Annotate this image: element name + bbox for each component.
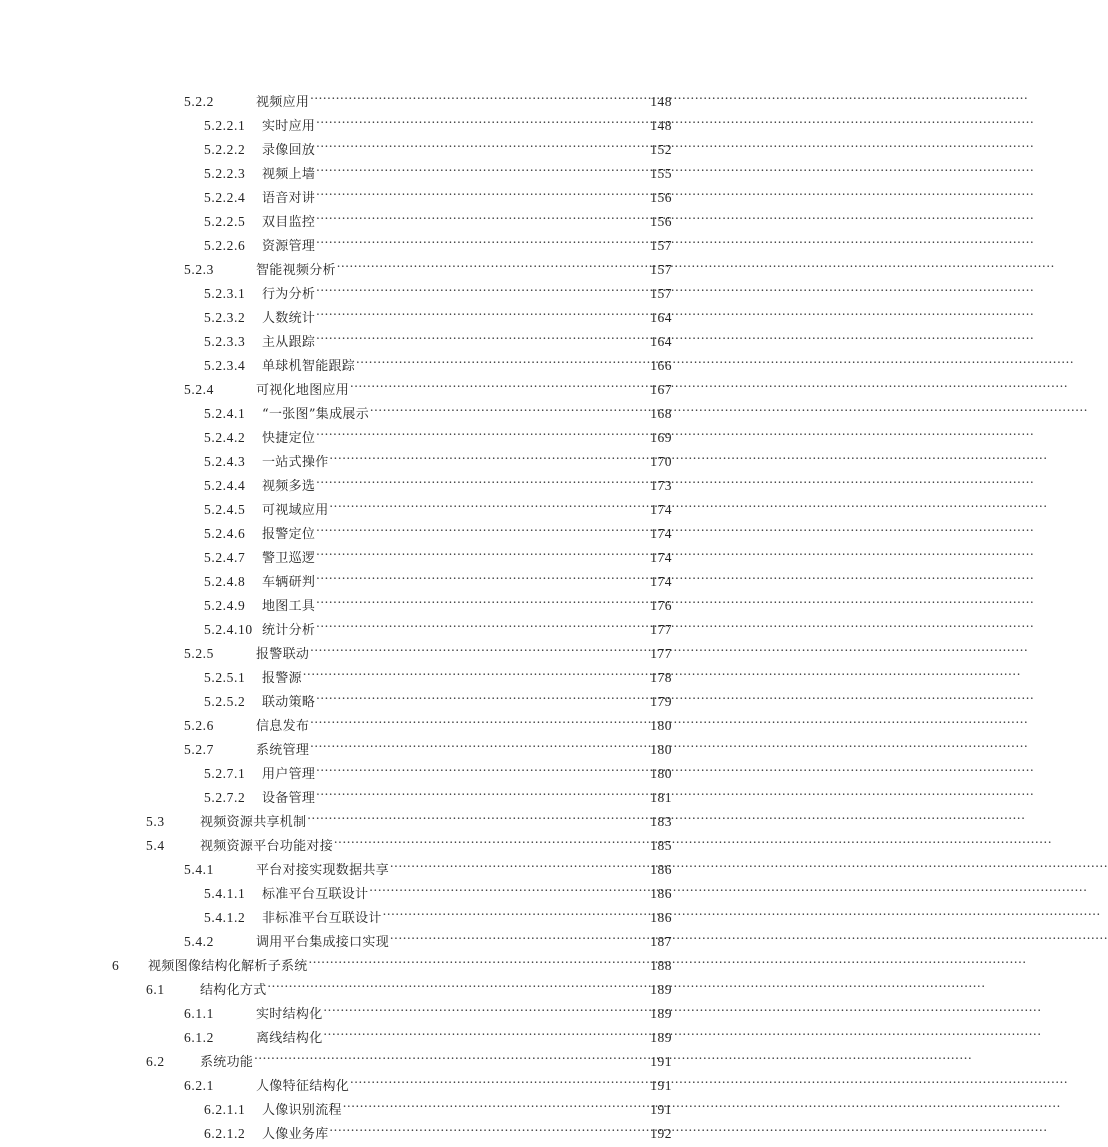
toc-entry-number: 5.2.4.8 (204, 574, 246, 589)
toc-entry-page-number: 174 (650, 550, 672, 565)
toc-entry-title: 可视域应用 (262, 503, 329, 518)
toc-entry-number: 5.2.2.4 (204, 190, 246, 205)
toc-leader-dots (316, 210, 641, 226)
toc-leader-dots (316, 762, 641, 778)
toc-entry-title: 信息发布 (256, 719, 310, 734)
toc-entry-page-number: 156 (650, 214, 672, 229)
toc-leader-dots (307, 810, 641, 826)
toc-entry-number: 5.2.3.2 (204, 310, 246, 325)
toc-entry-title: 报警源 (262, 671, 302, 686)
toc-leader-dots (316, 186, 641, 202)
table-of-contents (0, 90, 793, 1146)
toc-entry-page-number: 170 (650, 454, 672, 469)
toc-entry-title: 视频资源共享机制 (200, 815, 307, 830)
toc-entry-title: “一张图”集成展示 (262, 407, 369, 422)
toc-entry-number: 5.2.7 (184, 742, 214, 757)
toc-entry-number: 5.2.3.1 (204, 286, 246, 301)
toc-entry-number: 6.1.1 (184, 1006, 214, 1021)
toc-entry-page-number: 186 (650, 862, 672, 877)
toc-entry-title: 人像业务库 (262, 1127, 329, 1142)
toc-entry-page-number: 188 (650, 958, 672, 973)
toc-entry-number: 5.2.4.1 (204, 406, 246, 421)
toc-entry-title: 地图工具 (262, 599, 316, 614)
toc-entry-page-number: 183 (650, 814, 672, 829)
toc-entry-page-number: 148 (650, 118, 672, 133)
toc-entry-title: 人像特征结构化 (256, 1079, 350, 1094)
toc-entry-number: 5.2.5.1 (204, 670, 246, 685)
toc-entry-number: 5.2.3.4 (204, 358, 246, 373)
toc-entry-number: 6 (112, 958, 120, 973)
toc-entry-page-number: 186 (650, 910, 672, 925)
toc-entry-title: 智能视频分析 (256, 263, 336, 278)
toc-entry-title: 统计分析 (262, 623, 316, 638)
toc-entry-page-number: 189 (650, 1030, 672, 1045)
toc-entry-title: 一站式操作 (262, 455, 329, 470)
toc-entry-page-number: 156 (650, 190, 672, 205)
toc-entry-title: 人像识别流程 (262, 1103, 342, 1118)
toc-entry-number: 6.2 (146, 1054, 165, 1069)
toc-entry-title: 实时应用 (262, 119, 316, 134)
toc-leader-dots (316, 162, 641, 178)
toc-entry-page-number: 180 (650, 742, 672, 757)
toc-entry-title: 视频图像结构化解析子系统 (148, 959, 308, 974)
toc-leader-dots (316, 474, 641, 490)
toc-leader-dots (316, 522, 641, 538)
toc-entry-page-number: 178 (650, 670, 672, 685)
toc-entry-title: 实时结构化 (256, 1007, 323, 1022)
toc-leader-dots (350, 378, 641, 394)
toc-entry-number: 5.2.2.3 (204, 166, 246, 181)
toc-entry-number: 5.2.4.4 (204, 478, 246, 493)
toc-entry-number: 5.4.2 (184, 934, 214, 949)
toc-leader-dots (316, 234, 641, 250)
toc-leader-dots (316, 306, 641, 322)
toc-leader-dots (309, 954, 641, 970)
toc-entry-title: 视频应用 (256, 95, 310, 110)
toc-entry-title: 双目监控 (262, 215, 316, 230)
toc-leader-dots (324, 1002, 641, 1018)
toc-entry-page-number: 177 (650, 646, 672, 661)
toc-leader-dots (316, 786, 641, 802)
toc-leader-dots (330, 1122, 641, 1138)
toc-entry-page-number: 180 (650, 718, 672, 733)
toc-leader-dots (310, 90, 641, 106)
toc-entry-number: 5.2.4 (184, 382, 214, 397)
toc-leader-dots (316, 138, 641, 154)
toc-leader-dots (310, 642, 641, 658)
toc-entry-page-number: 166 (650, 358, 672, 373)
toc-entry-page-number: 157 (650, 262, 672, 277)
toc-entry-number: 5.4.1.2 (204, 910, 246, 925)
toc-entry-title: 警卫巡逻 (262, 551, 316, 566)
toc-leader-dots (334, 834, 641, 850)
toc-entry-number: 5.2.6 (184, 718, 214, 733)
toc-entry-title: 调用平台集成接口实现 (256, 935, 390, 950)
toc-entry-page-number: 157 (650, 238, 672, 253)
toc-entry-title: 系统功能 (200, 1055, 254, 1070)
toc-entry[interactable] (0, 1122, 793, 1146)
toc-entry-title: 设备管理 (262, 791, 316, 806)
toc-entry-number: 5.2.4.6 (204, 526, 246, 541)
toc-leader-dots (343, 1098, 641, 1114)
toc-entry-number: 5.2.5 (184, 646, 214, 661)
toc-entry-page-number: 164 (650, 334, 672, 349)
toc-leader-dots (268, 978, 641, 994)
toc-entry-title: 资源管理 (262, 239, 316, 254)
toc-entry-page-number: 167 (650, 382, 672, 397)
toc-entry-title: 非标准平台互联设计 (262, 911, 382, 926)
toc-entry-number: 5.2.3 (184, 262, 214, 277)
toc-entry-title: 视频上墙 (262, 167, 316, 182)
toc-leader-dots (383, 906, 641, 922)
toc-entry-title: 离线结构化 (256, 1031, 323, 1046)
toc-entry-page-number: 176 (650, 598, 672, 613)
toc-entry-title: 行为分析 (262, 287, 316, 302)
toc-entry-number: 5.4 (146, 838, 165, 853)
toc-entry-title: 视频资源平台功能对接 (200, 839, 334, 854)
toc-leader-dots (316, 618, 641, 634)
toc-entry-title: 快捷定位 (262, 431, 316, 446)
toc-leader-dots (370, 402, 641, 418)
toc-leader-dots (316, 114, 641, 130)
toc-entry-title: 用户管理 (262, 767, 316, 782)
toc-leader-dots (316, 546, 641, 562)
toc-entry-number: 5.2.2 (184, 94, 214, 109)
toc-entry-page-number: 191 (650, 1078, 672, 1093)
toc-entry-number: 5.2.3.3 (204, 334, 246, 349)
toc-entry-number: 5.2.2.1 (204, 118, 246, 133)
toc-entry-page-number: 189 (650, 1006, 672, 1021)
toc-entry-page-number: 177 (650, 622, 672, 637)
toc-leader-dots (350, 1074, 641, 1090)
toc-entry-title: 录像回放 (262, 143, 316, 158)
toc-leader-dots (254, 1050, 641, 1066)
toc-entry-number: 6.1 (146, 982, 165, 997)
toc-leader-dots (330, 498, 641, 514)
toc-entry-page-number: 164 (650, 310, 672, 325)
toc-entry-page-number: 155 (650, 166, 672, 181)
toc-leader-dots (310, 714, 641, 730)
toc-entry-page-number: 148 (650, 94, 672, 109)
toc-entry-page-number: 180 (650, 766, 672, 781)
toc-entry-title: 平台对接实现数据共享 (256, 863, 390, 878)
toc-entry-number: 5.3 (146, 814, 165, 829)
toc-entry-page-number: 181 (650, 790, 672, 805)
toc-entry-title: 标准平台互联设计 (262, 887, 369, 902)
toc-entry-page-number: 152 (650, 142, 672, 157)
toc-leader-dots (324, 1026, 641, 1042)
toc-entry-page-number: 174 (650, 526, 672, 541)
toc-entry-number: 5.2.4.2 (204, 430, 246, 445)
toc-entry-page-number: 174 (650, 502, 672, 517)
toc-entry-number: 5.2.5.2 (204, 694, 246, 709)
toc-entry-page-number: 168 (650, 406, 672, 421)
toc-leader-dots (337, 258, 641, 274)
toc-entry-title: 可视化地图应用 (256, 383, 350, 398)
toc-entry-number: 5.2.4.9 (204, 598, 246, 613)
toc-entry-number: 5.2.4.10 (204, 622, 253, 637)
toc-entry-number: 5.2.4.5 (204, 502, 246, 517)
toc-entry-title: 系统管理 (256, 743, 310, 758)
toc-entry-number: 5.4.1 (184, 862, 214, 877)
toc-entry-title: 语音对讲 (262, 191, 316, 206)
toc-leader-dots (316, 282, 641, 298)
toc-entry-number: 6.2.1 (184, 1078, 214, 1093)
toc-leader-dots (356, 354, 641, 370)
toc-entry-number: 6.2.1.2 (204, 1126, 246, 1141)
toc-entry-page-number: 192 (650, 1126, 672, 1141)
toc-leader-dots (303, 666, 641, 682)
toc-entry-page-number: 186 (650, 886, 672, 901)
toc-entry-number: 5.2.7.1 (204, 766, 246, 781)
toc-entry-title: 视频多选 (262, 479, 316, 494)
toc-leader-dots (316, 594, 641, 610)
toc-entry-title: 人数统计 (262, 311, 316, 326)
toc-entry-number: 6.1.2 (184, 1030, 214, 1045)
toc-entry-page-number: 185 (650, 838, 672, 853)
toc-entry-page-number: 187 (650, 934, 672, 949)
toc-entry-number: 5.4.1.1 (204, 886, 246, 901)
toc-entry-page-number: 173 (650, 478, 672, 493)
toc-entry-number: 5.2.2.5 (204, 214, 246, 229)
toc-leader-dots (390, 930, 641, 946)
toc-entry-page-number: 191 (650, 1102, 672, 1117)
toc-entry-title: 报警定位 (262, 527, 316, 542)
toc-leader-dots (316, 426, 641, 442)
toc-entry-title: 报警联动 (256, 647, 310, 662)
toc-leader-dots (390, 858, 641, 874)
toc-leader-dots (316, 690, 641, 706)
toc-entry-page-number: 157 (650, 286, 672, 301)
toc-leader-dots (316, 330, 641, 346)
toc-entry-title: 结构化方式 (200, 983, 267, 998)
toc-entry-number: 5.2.4.7 (204, 550, 246, 565)
toc-entry-title: 联动策略 (262, 695, 316, 710)
toc-entry-number: 5.2.7.2 (204, 790, 246, 805)
toc-entry-title: 主从跟踪 (262, 335, 316, 350)
toc-entry-title: 车辆研判 (262, 575, 316, 590)
toc-entry-title: 单球机智能跟踪 (262, 359, 356, 374)
toc-entry-page-number: 169 (650, 430, 672, 445)
toc-entry-page-number: 179 (650, 694, 672, 709)
toc-leader-dots (310, 738, 641, 754)
toc-leader-dots (369, 882, 641, 898)
toc-entry-page-number: 174 (650, 574, 672, 589)
toc-leader-dots (316, 570, 641, 586)
toc-entry-page-number: 191 (650, 1054, 672, 1069)
toc-entry-page-number: 189 (650, 982, 672, 997)
toc-entry-number: 5.2.4.3 (204, 454, 246, 469)
toc-entry-number: 5.2.2.2 (204, 142, 246, 157)
toc-entry-number: 5.2.2.6 (204, 238, 246, 253)
toc-leader-dots (330, 450, 641, 466)
toc-entry-number: 6.2.1.1 (204, 1102, 246, 1117)
